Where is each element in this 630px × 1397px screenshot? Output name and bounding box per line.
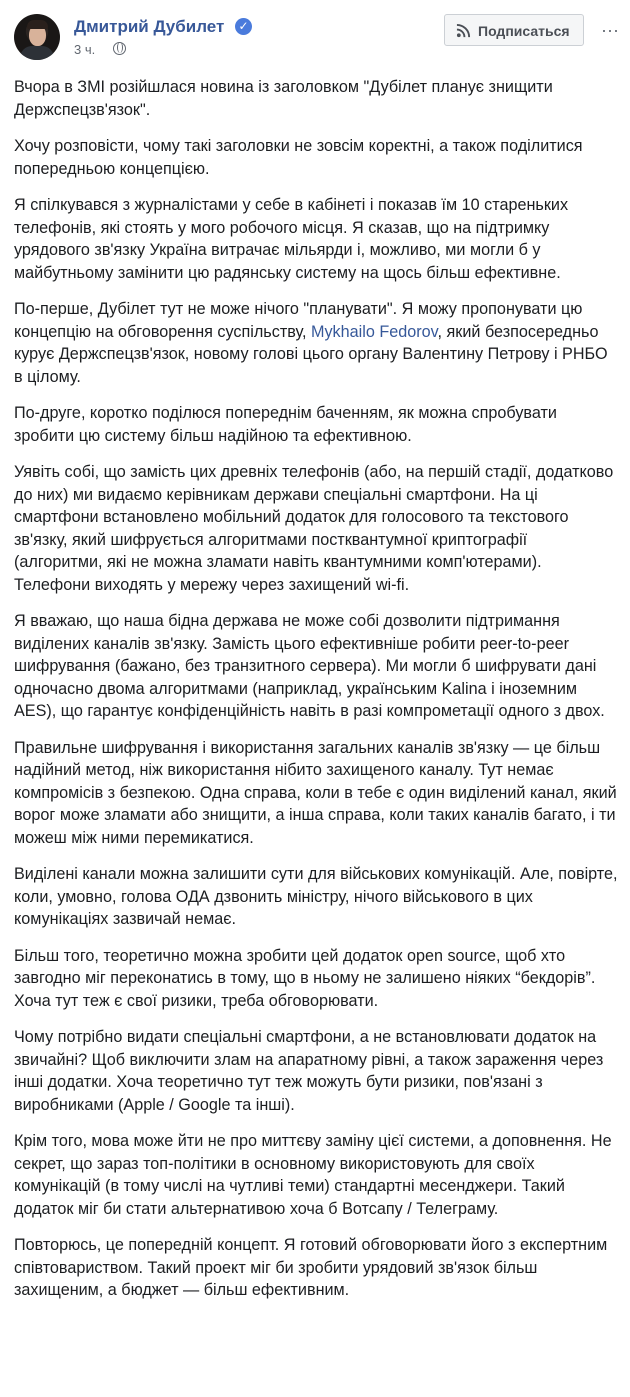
post-paragraph: [14, 461, 620, 596]
paragraph-text: Уявіть собі, що замість цих древніх телефонів (або, на першій стадії, додатково до них) ми видаємо керівникам держави спеціальні смартфони. На ці смартфони встановлено мобільний додаток для голосового та текстового зв'язку, який шифрується алгоритмами постквантумної криптографії (алгоритми, які не можна зламати навіть квантумними комп'ютерами). Телефони виходять у мережу через захищений wi-fi.: [14, 463, 614, 594]
paragraph-text: Я спілкувався з журналістами у себе в кабінеті і показав їм 10 старенькиx телефонів, які стоять у мого робочого місця. Я сказав, що на підтримку урядового зв'язку Україна витрачає мільярди і, можливо, ми могли б у майбутньому замінити цю радянську систему на щось більш ефективне.: [14, 196, 569, 282]
paragraph-text: Вчора в ЗМІ розійшлася новина із заголовком "Дубілет планує знищити Держспецзв'язок".: [14, 78, 553, 119]
paragraph-text: Крім того, мова може йти не про миттєву заміну цієї системи, а доповнення. Не секрет, що зараз топ-політики в основному використовують для своїх комунікацій (в тому числі на чутливі теми) стандартні месенджери. Такий додаток міг би стати альтернативою хоча б Вотсапу / Телеграму.: [14, 1132, 612, 1218]
paragraph-text: Хочу розповісти, чому такі заголовки не зовсім коректні, а також поділитися попередньою концепцією.: [14, 137, 583, 178]
verified-badge-icon: ✓: [235, 18, 252, 35]
avatar-hair: [27, 20, 48, 29]
post-paragraph: [14, 298, 620, 388]
post-paragraph: [14, 76, 620, 121]
post-paragraph: [14, 863, 620, 931]
post-content: [14, 76, 620, 1316]
paragraph-text: Чому потрібно видати спеціальні смартфони, а не встановлювати додаток на звичайні? Щоб виключити злам на апаратному рівні, а також зараження через інші додатки. Хоча теоретично тут теж можуть бути ризики, пов'язані з виробниками (Apple / Google та інші).: [14, 1028, 604, 1114]
post-paragraph: [14, 1026, 620, 1116]
subscribe-label: Подписаться: [478, 23, 570, 39]
post-paragraph: [14, 1234, 620, 1302]
paragraph-text: , який безпосередньо курує Держспецзв'язок, новому голові цього органу Валентину Петрову і РНБО в цілому.: [14, 322, 608, 386]
post-paragraph: [14, 610, 620, 723]
author-avatar[interactable]: [14, 14, 60, 60]
more-options-button[interactable]: ···: [601, 20, 619, 40]
subscribe-button[interactable]: [444, 14, 584, 46]
rss-icon: [456, 23, 471, 38]
paragraph-text: Я вважаю, що наша бідна держава не може собі дозволити підтримання виділених каналів зв'язку. Замість цього ефективніше робити peer-to-peer шифрування (бажано, без транзитного сервера). Ми могли б шифрувати дані одночасно двома алгоритмами (наприклад, українським Kalina і іноземним AES), що гарантує конфіденційність навіть в разі компрометації одного з двох.: [14, 612, 605, 720]
post-paragraph: [14, 402, 620, 447]
paragraph-text: Більш того, теоретично можна зробити цей додаток open source, щоб хто завгодно міг переконатись в тому, що в ньому не залишено ніяких “бекдорів”. Хоча тут теж є свої ризики, треба обговорювати.: [14, 946, 596, 1010]
post-paragraph: [14, 737, 620, 850]
paragraph-text: Правильне шифрування і використання загальних каналів зв'язку — це більш надійний метод, ніж використання нібито захищеного каналу. Тут немає компромісів з безпекою. Одна справа, коли в тебе є один виділений канал, який ворог може зламати або знищити, а інша справа, коли таких каналів багато, і ти можеш між ними перемикатися.: [14, 738, 617, 847]
post-paragraph: [14, 194, 620, 284]
globe-icon: [113, 42, 126, 55]
post-paragraph: [14, 135, 620, 180]
post-header: [0, 0, 630, 62]
paragraph-text: Виділені канали можна залишити сути для військових комунікацій. Але, повірте, коли, умовно, голова ОДА дзвонить міністру, нічого військового в цих комунікаціях зазвичай немає.: [14, 865, 618, 928]
post-time[interactable]: 3 ч.: [74, 42, 96, 57]
avatar-coat: [20, 46, 54, 60]
mention-link[interactable]: Mykhailo Fedorov: [310, 322, 438, 341]
paragraph-text: По-перше, Дубілет тут не може нічого "планувати". Я можу пропонувати цю концепцію на обговорення суспільству,: [14, 300, 583, 341]
post-paragraph: [14, 1130, 620, 1220]
paragraph-text: По-друге, коротко поділюся попереднім баченням, як можна спробувати зробити цю систему більш надійною та ефективною.: [14, 404, 557, 445]
author-name[interactable]: Дмитрий Дубилет: [74, 17, 225, 36]
paragraph-text: Повторюсь, це попередній концепт. Я готовий обговорювати його з експертним співтовариством. Такий проект міг би зробити урядовий зв'язок більш захищеним, а бюджет — більш ефективним.: [14, 1236, 608, 1299]
post-paragraph: [14, 945, 620, 1013]
